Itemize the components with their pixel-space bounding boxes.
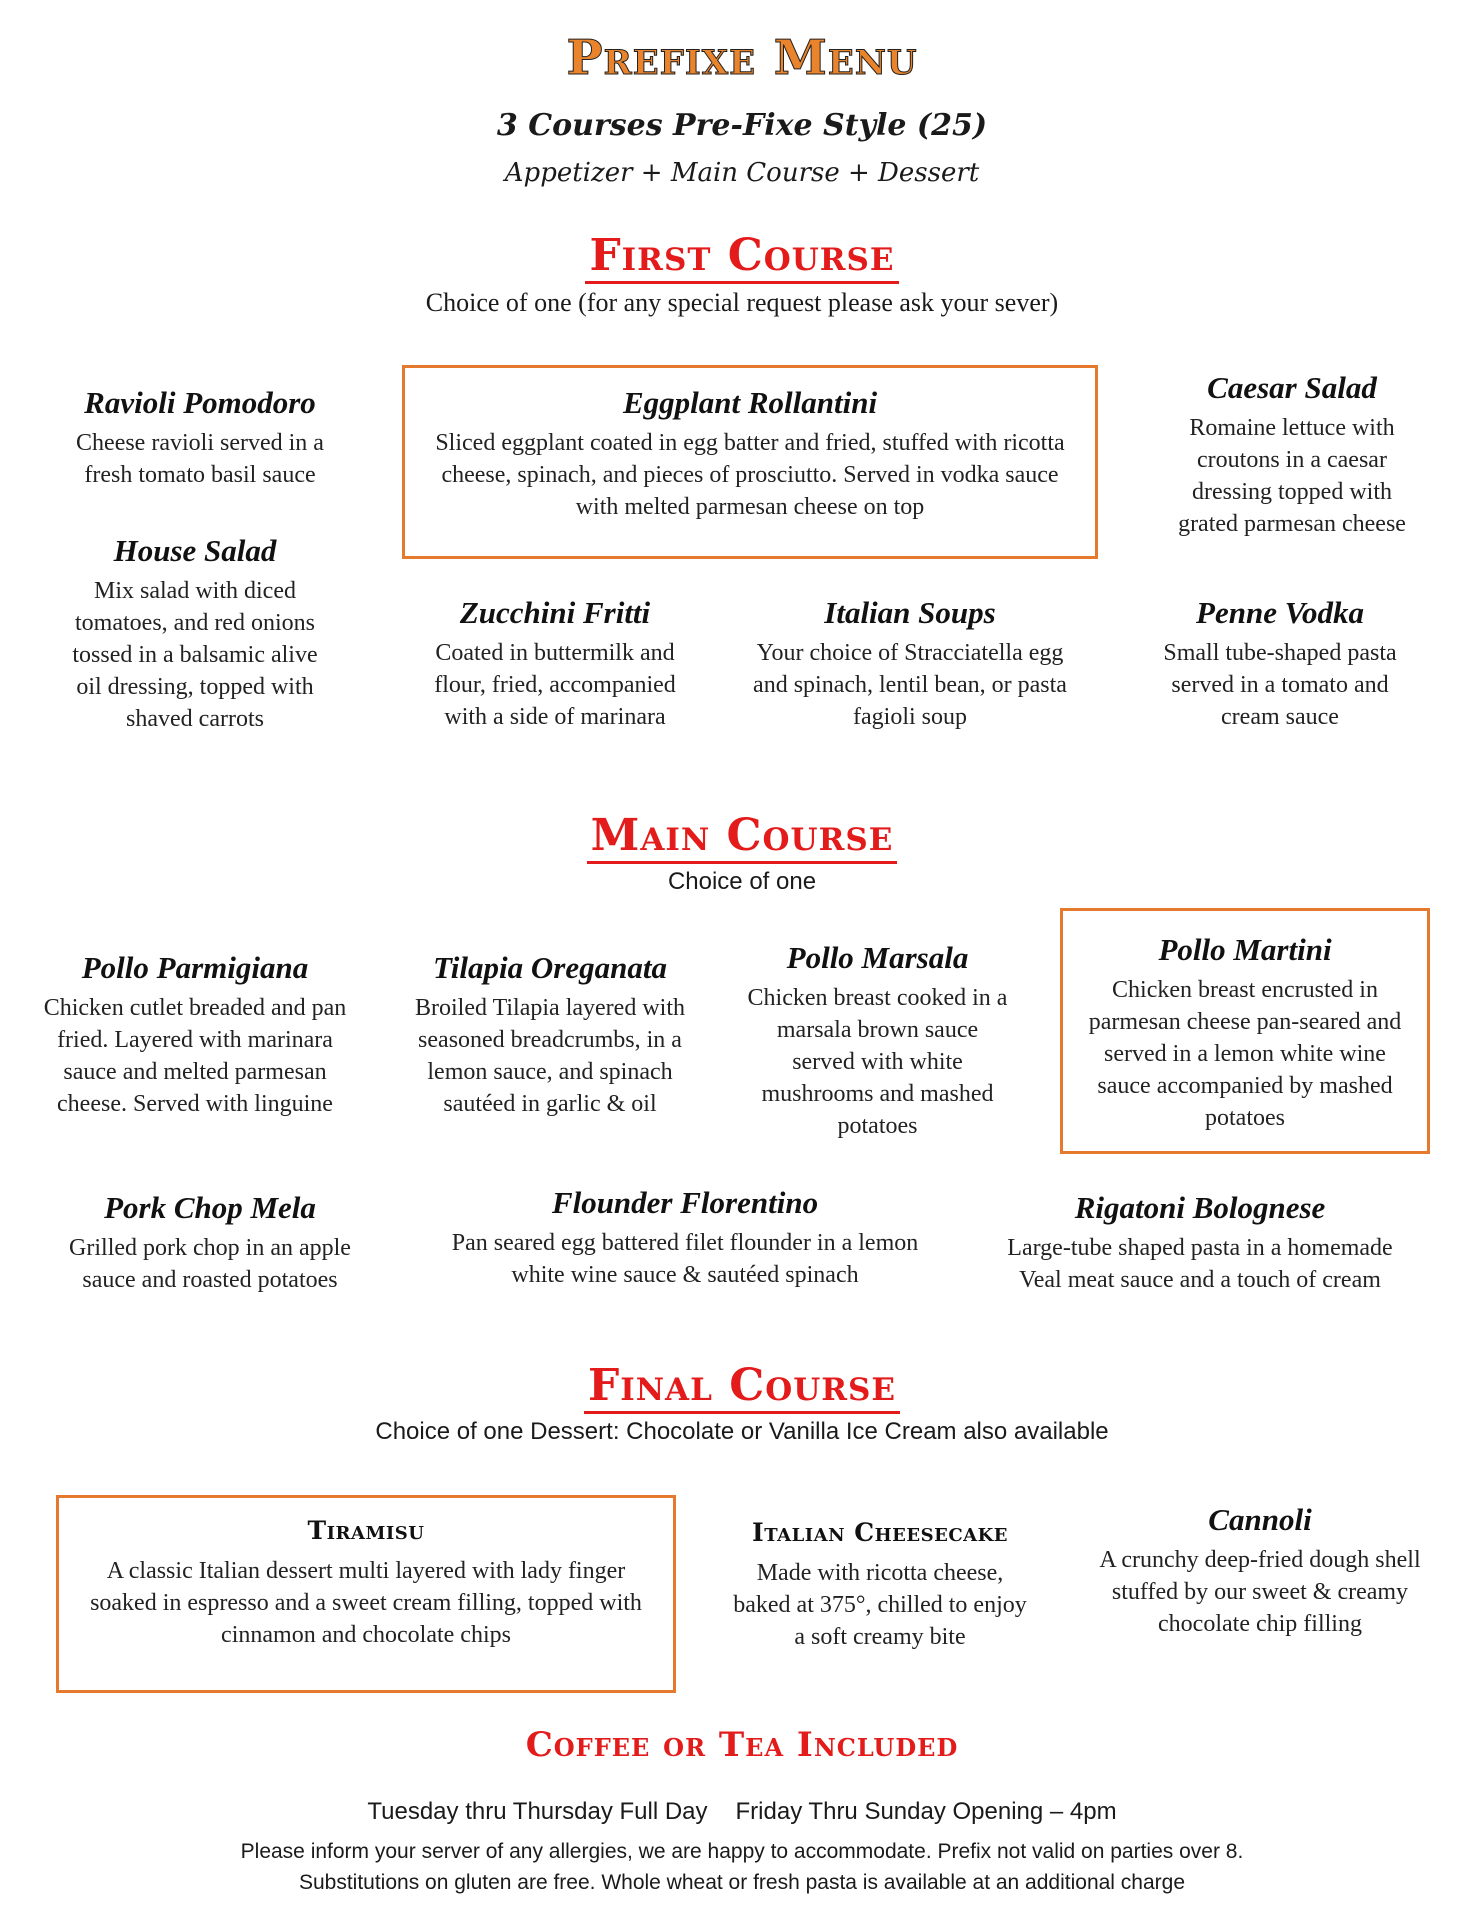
item-desc: Broiled Tilapia layered with seasoned breadcrumbs, in a lemon sauce, and spinach sautéed in garlic & oil bbox=[415, 995, 685, 1117]
item-desc: Chicken breast encrusted in parmesan cheese pan-seared and served in a lemon white wine sauce accompanied by mashed potatoes bbox=[1088, 977, 1402, 1131]
hours-weekend: Friday Thru Sunday Opening – 4pm bbox=[735, 1798, 1117, 1825]
item-pollo-parmigiana bbox=[40, 950, 350, 1120]
item-desc: A classic Italian dessert multi layered with lady finger soaked in espresso and a sweet cream filling, topped with cinnamon and chocolate chips bbox=[90, 1558, 642, 1648]
item-name: Italian Cheesecake bbox=[752, 1518, 1008, 1547]
menu-title: Prefixe Menu bbox=[566, 30, 918, 86]
item-desc: Mix salad with diced tomatoes, and red onions tossed in a balsamic alive oil dressing, topped with shaved carrots bbox=[72, 578, 318, 732]
item-desc: Small tube-shaped pasta served in a tomato and cream sauce bbox=[1163, 640, 1397, 730]
item-pollo-martini bbox=[1080, 932, 1410, 1134]
item-pork-chop-mela bbox=[40, 1190, 380, 1296]
item-eggplant-rollantini bbox=[425, 385, 1075, 523]
final-course-note: Choice of one Dessert: Chocolate or Vanilla Ice Cream also available bbox=[375, 1418, 1109, 1445]
item-desc: Chicken breast cooked in a marsala brown sauce served with white mushrooms and mashed potatoes bbox=[747, 985, 1008, 1139]
first-course-note: Choice of one (for any special request please ask your sever) bbox=[425, 288, 1059, 317]
item-flounder-florentino bbox=[440, 1185, 930, 1291]
item-name: Ravioli Pomodoro bbox=[84, 385, 316, 420]
item-italian-cheesecake bbox=[715, 1518, 1045, 1653]
item-pollo-marsala bbox=[745, 940, 1010, 1142]
item-name: Caesar Salad bbox=[1207, 370, 1377, 405]
item-house-salad bbox=[40, 533, 350, 735]
main-course-heading: Main Course bbox=[0, 810, 1484, 861]
item-name: Pork Chop Mela bbox=[104, 1190, 316, 1225]
item-desc: Pan seared egg battered filet flounder in a lemon white wine sauce & sautéed spinach bbox=[451, 1230, 919, 1288]
hours-weekday: Tuesday thru Thursday Full Day bbox=[367, 1798, 708, 1825]
item-italian-soups bbox=[745, 595, 1075, 733]
item-desc: Sliced eggplant coated in egg batter and fried, stuffed with ricotta cheese, spinach, and pieces of prosciutto. Served in vodka sauce with melted parmesan cheese on top bbox=[435, 430, 1065, 520]
item-name: Pollo Parmigiana bbox=[81, 950, 309, 985]
item-name: House Salad bbox=[113, 533, 277, 568]
item-name: Rigatoni Bolognese bbox=[1074, 1190, 1326, 1225]
first-course-heading: First Course bbox=[0, 230, 1484, 281]
menu-structure: Appetizer + Main Course + Dessert bbox=[504, 158, 980, 188]
item-tilapia-oreganata bbox=[390, 950, 710, 1120]
item-name: Eggplant Rollantini bbox=[622, 385, 878, 420]
item-desc: Cheese ravioli served in a fresh tomato basil sauce bbox=[76, 430, 324, 488]
item-ravioli-pomodoro bbox=[40, 385, 360, 491]
item-name: Tiramisu bbox=[307, 1516, 425, 1545]
item-desc: Chicken cutlet breaded and pan fried. Layered with marinara sauce and melted parmesan cheese. Served with linguine bbox=[43, 995, 347, 1117]
item-desc: Romaine lettuce with croutons in a caesar dressing topped with grated parmesan cheese bbox=[1178, 415, 1406, 537]
item-name: Tilapia Oreganata bbox=[433, 950, 667, 985]
hours-line bbox=[0, 1798, 1484, 1826]
item-penne-vodka bbox=[1135, 595, 1425, 733]
main-course-note: Choice of one bbox=[667, 868, 817, 895]
allergy-note: Please inform your server of any allergies, we are happy to accommodate. Prefix not valid on parties over 8. bbox=[240, 1840, 1244, 1863]
item-desc: Large-tube shaped pasta in a homemade Veal meat sauce and a touch of cream bbox=[1007, 1235, 1393, 1293]
item-desc: Made with ricotta cheese, baked at 375°, chilled to enjoy a soft creamy bite bbox=[733, 1560, 1027, 1650]
item-desc: Coated in buttermilk and flour, fried, accompanied with a side of marinara bbox=[434, 640, 676, 730]
item-name: Pollo Marsala bbox=[786, 940, 969, 975]
final-course-heading: Final Course bbox=[0, 1360, 1484, 1411]
item-cannoli bbox=[1085, 1502, 1435, 1640]
coffee-tea-banner: Coffee or Tea Included bbox=[525, 1725, 959, 1765]
item-desc: A crunchy deep-fried dough shell stuffed by our sweet & creamy chocolate chip filling bbox=[1099, 1547, 1421, 1637]
item-desc: Your choice of Stracciatella egg and spinach, lentil bean, or pasta fagioli soup bbox=[753, 640, 1067, 730]
item-caesar-salad bbox=[1140, 370, 1444, 540]
item-desc: Grilled pork chop in an apple sauce and roasted potatoes bbox=[69, 1235, 351, 1293]
item-name: Italian Soups bbox=[824, 595, 996, 630]
item-zucchini-fritti bbox=[405, 595, 705, 733]
item-name: Pollo Martini bbox=[1158, 932, 1332, 967]
substitution-note: Substitutions on gluten are free. Whole wheat or fresh pasta is available at an additional charge bbox=[298, 1871, 1186, 1894]
item-name: Cannoli bbox=[1208, 1502, 1312, 1537]
item-name: Penne Vodka bbox=[1196, 595, 1364, 630]
item-name: Zucchini Fritti bbox=[459, 595, 651, 630]
menu-subtitle: 3 Courses Pre-Fixe Style (25) bbox=[496, 108, 988, 143]
item-rigatoni-bolognese bbox=[975, 1190, 1425, 1296]
item-name: Flounder Florentino bbox=[551, 1185, 819, 1220]
item-tiramisu bbox=[76, 1516, 656, 1651]
